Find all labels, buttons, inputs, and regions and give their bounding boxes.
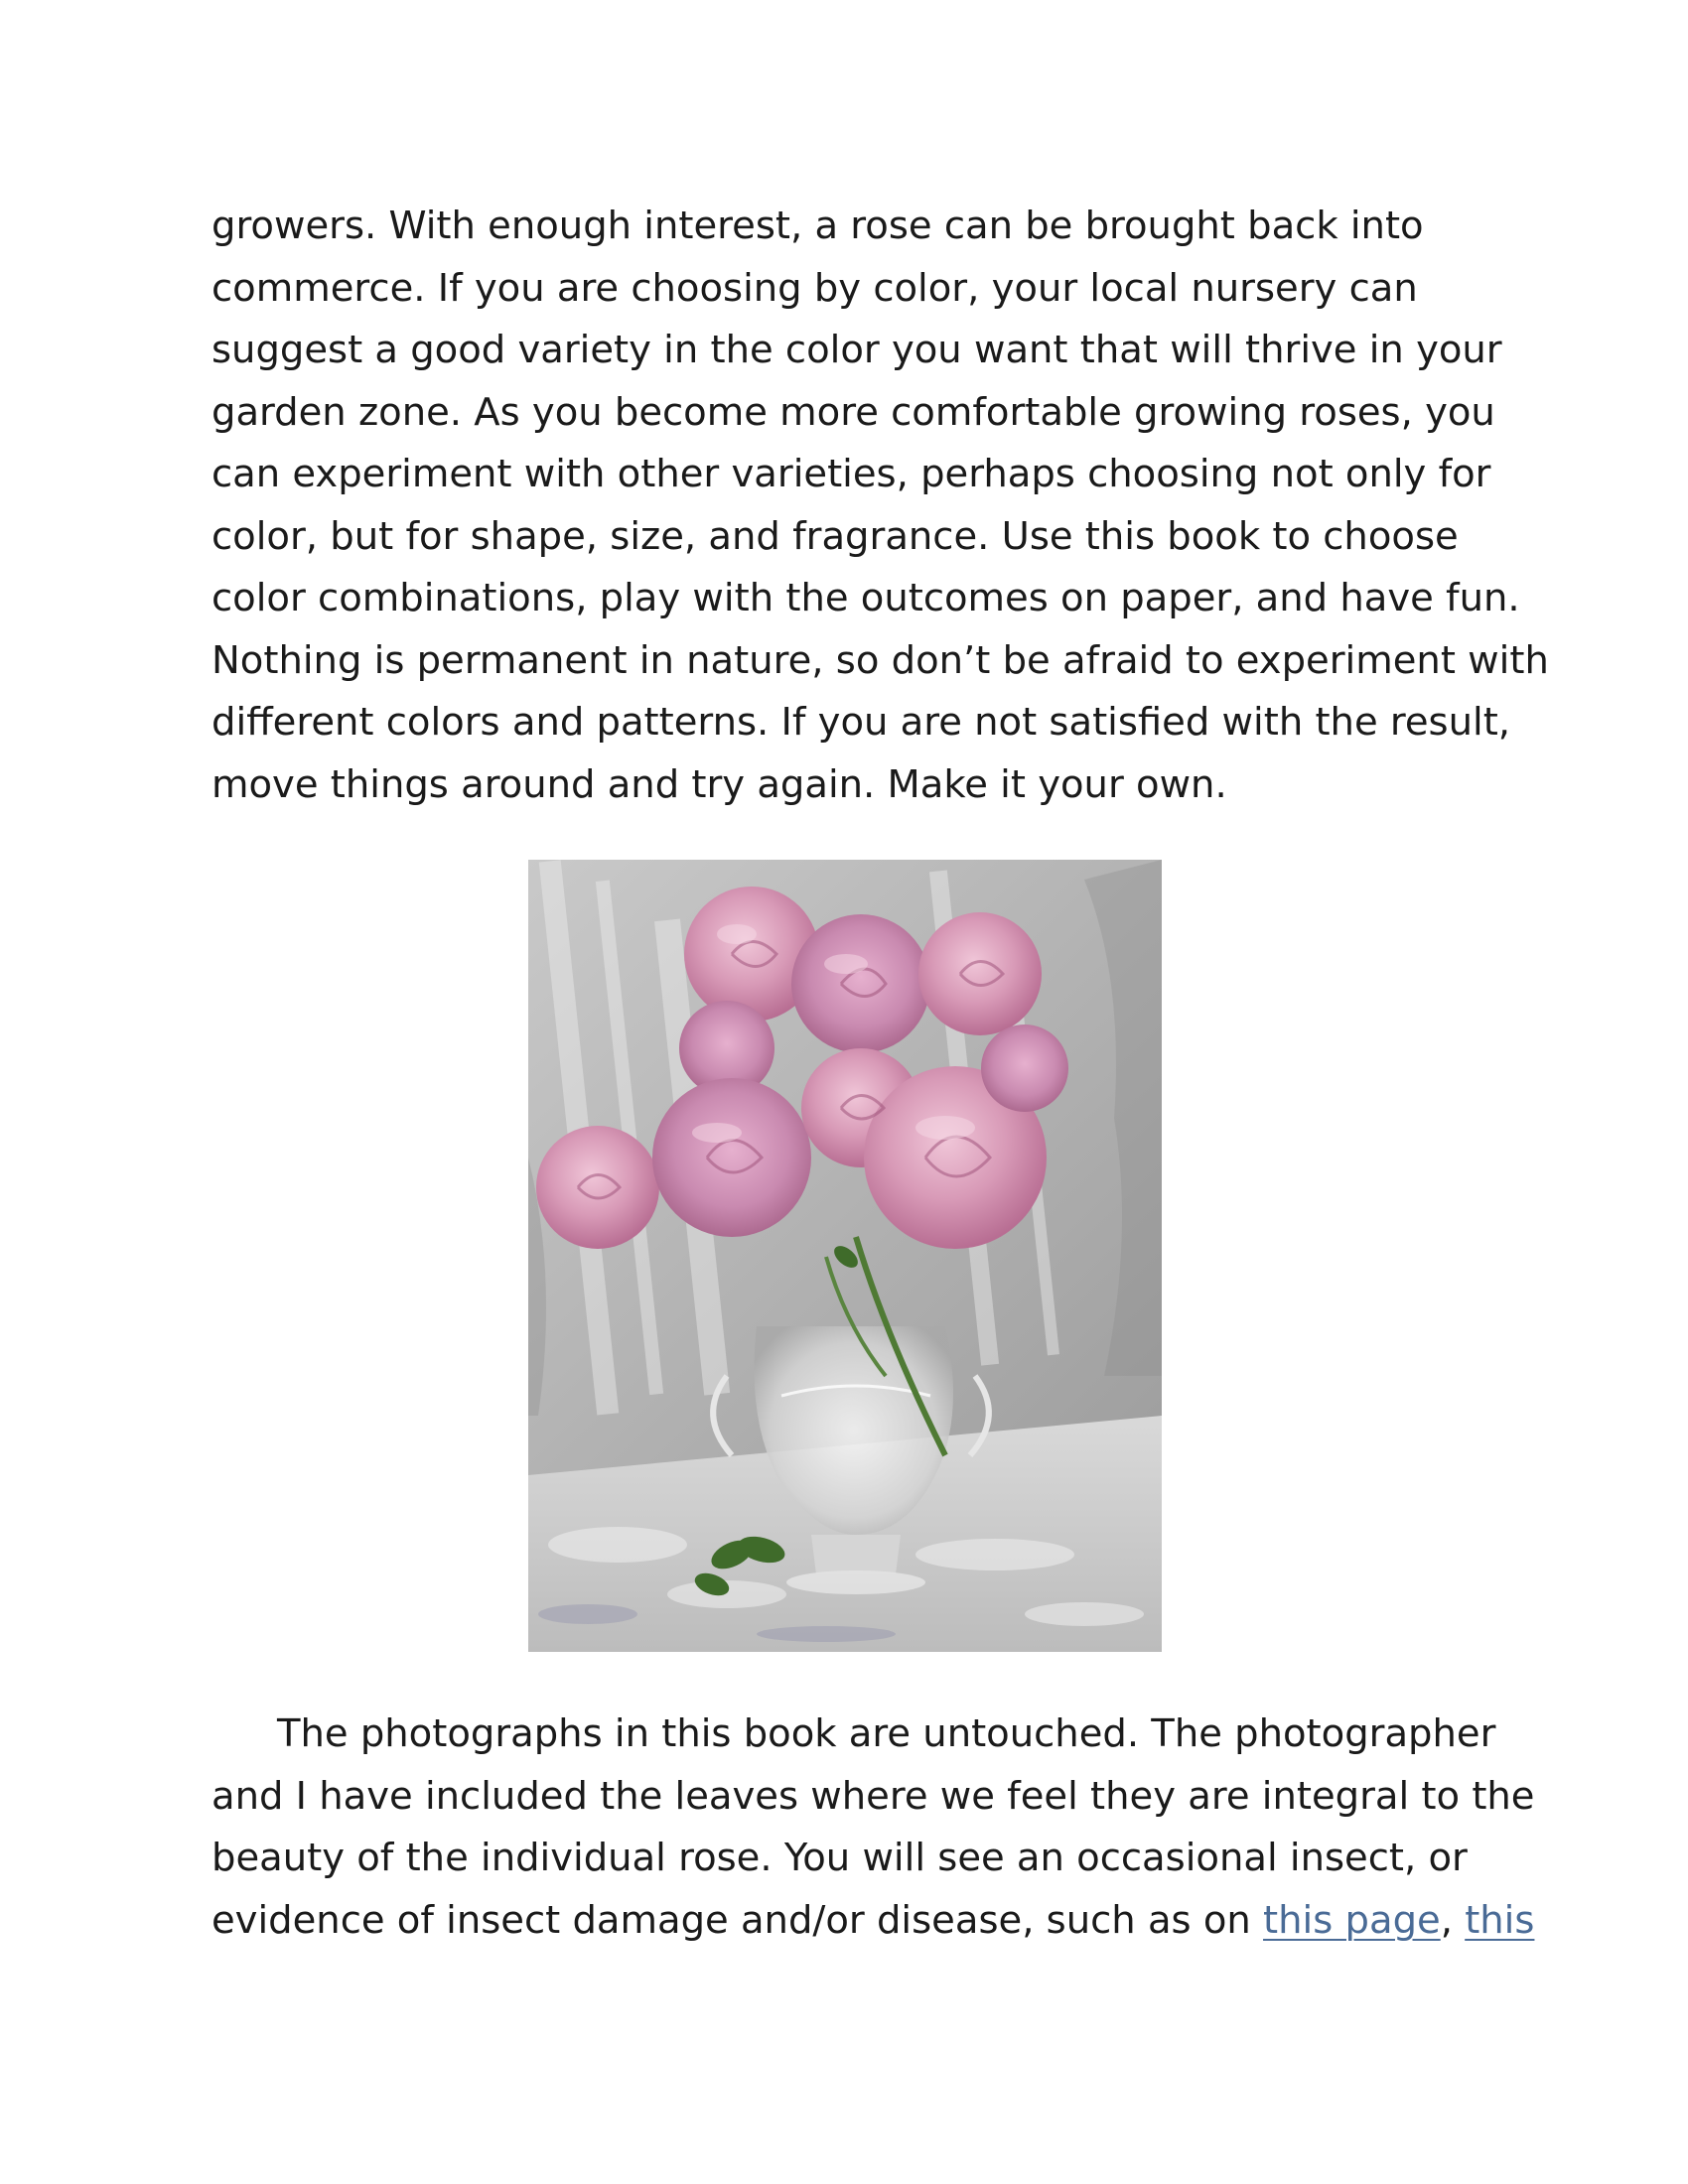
paragraph-bottom xyxy=(211,1704,1535,1952)
text-line: commerce. If you are choosing by color, your local nursery can xyxy=(211,265,1418,311)
this-page-link-1[interactable]: this page xyxy=(1263,1897,1441,1943)
link-separator: , xyxy=(1440,1897,1466,1943)
text-line: growers. With enough interest, a rose can be brought back into xyxy=(211,204,1424,248)
text-line-prefix: evidence of insect damage and/or disease, such as on xyxy=(211,1897,1264,1943)
paragraph-top xyxy=(211,196,1549,816)
this-page-link-2[interactable]: this xyxy=(1465,1897,1535,1943)
text-line: beauty of the individual rose. You will see an occasional insect, or xyxy=(211,1836,1468,1880)
text-line: color, but for shape, size, and fragrance. Use this book to choose xyxy=(211,513,1459,559)
text-line: color combinations, play with the outcomes on paper, and have fun. xyxy=(211,576,1520,620)
text-line: move things around and try again. Make it your own. xyxy=(211,761,1227,807)
text-line: different colors and patterns. If you are not satisfied with the result, xyxy=(211,700,1511,745)
text-line: The photographs in this book are untouched. The photographer xyxy=(277,1711,1496,1756)
text-line: and I have included the leaves where we feel they are integral to the xyxy=(211,1773,1535,1819)
text-line: suggest a good variety in the color you want that will thrive in your xyxy=(211,328,1502,372)
text-line-with-links xyxy=(211,1890,1535,1953)
text-line: Nothing is permanent in nature, so don’t be afraid to experiment with xyxy=(211,637,1549,683)
rose-photo xyxy=(528,860,1162,1652)
text-line: garden zone. As you become more comfortable growing roses, you xyxy=(211,389,1495,435)
text-line: can experiment with other varieties, perhaps choosing not only for xyxy=(211,452,1491,496)
